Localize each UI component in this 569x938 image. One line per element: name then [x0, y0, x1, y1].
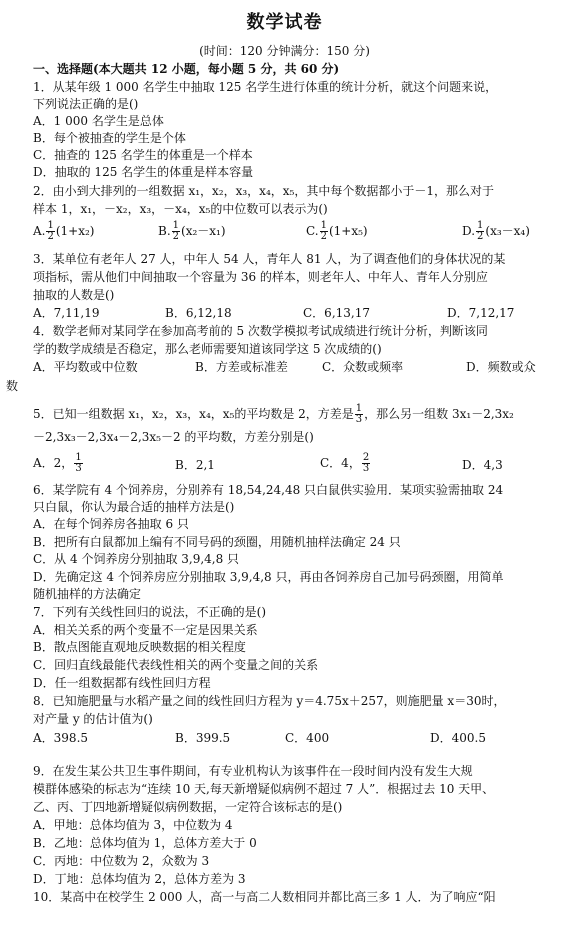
fraction-denominator: 3 — [362, 463, 370, 474]
question-10-line-1: 10．某高中在校学生 2 000 人，高一与高二人数相同并都比高三多 1 人．为了响应“阳 — [33, 890, 496, 904]
fraction-denominator: 3 — [75, 463, 82, 474]
option-expr: (x₃－x₄) — [485, 224, 530, 238]
question-2-option-b — [158, 221, 226, 242]
page-title: 数学试卷 — [246, 12, 323, 33]
question-4-option-c: C．众数或频率 — [322, 360, 404, 374]
question-4-option-b: B．方差或标准差 — [195, 360, 288, 374]
question-5-option-b: B．2,1 — [175, 458, 215, 472]
question-1-option-a: A．1 000 名学生是总体 — [33, 114, 164, 128]
question-5-text-pre: 5．已知一组数据 x₁，x₂，x₃，x₄，x₅的平均数是 2，方差是 — [33, 407, 354, 421]
question-7-option-b: B．散点图能直观地反映数据的相关程度 — [33, 640, 246, 654]
question-6-option-c: C．从 4 个饲养房分别抽取 3,9,4,8 只 — [33, 552, 240, 566]
question-1-option-d: D．抽取的 125 名学生的体重是样本容量 — [33, 165, 254, 179]
question-4-option-a: A．平均数或中位数 — [33, 360, 138, 374]
question-4-line-2: 学的数学成绩是否稳定，那么老师需要知道该同学这 5 次成绩的() — [33, 342, 382, 356]
fraction-half — [476, 221, 484, 242]
fraction-option-c — [362, 453, 370, 474]
question-2-line-1: 2．由小到大排列的一组数据 x₁，x₂，x₃，x₄，x₅，其中每个数据都小于－1，那么对于 — [33, 184, 494, 198]
fraction-denominator: 2 — [320, 231, 327, 242]
question-9-option-b: B．乙地：总体均值为 1，总体方差大于 0 — [33, 836, 257, 850]
question-8-option-d: D．400.5 — [430, 731, 486, 745]
fraction-numerator: 2 — [362, 452, 370, 463]
question-9-option-d: D．丁地：总体均值为 2，总体方差为 3 — [33, 872, 246, 886]
question-5-line-1 — [33, 404, 514, 425]
question-4-option-d-wrap: 数 — [6, 379, 19, 393]
option-expr: (1+x₅) — [328, 224, 368, 238]
question-6-option-d-line-1: D．先确定这 4 个饲养房应分别抽取 3,9,4,8 只，再由各饲养房自己加号码颈圈，用简单 — [33, 570, 504, 584]
question-7-option-d: D．任一组数据都有线性回归方程 — [33, 676, 211, 690]
question-3-line-2: 项指标，需从他们中间抽取一个容量为 36 的样本，则老年人、中年人、青年人分别应 — [33, 270, 488, 284]
question-3-option-a: A．7,11,19 — [33, 306, 100, 320]
fraction-denominator: 2 — [47, 231, 54, 242]
question-9-line-3: 乙、丙、丁四地新增疑似病例数据，一定符合该标志的是() — [33, 800, 343, 814]
question-8-option-b: B．399.5 — [175, 731, 231, 745]
question-8-line-2: 对产量 y 的估计值为() — [33, 712, 153, 726]
question-1-line-1: 1．从某年级 1 000 名学生中抽取 125 名学生进行体重的统计分析，就这个问题来说， — [33, 80, 498, 94]
question-8-line-1: 8．已知施肥量与水稻产量之间的线性回归方程为 y＝4.75x＋257，则施肥量 x＝30时， — [33, 694, 506, 708]
option-label: C．4， — [320, 456, 361, 470]
question-5-line-2: －2,3x₃－2,3x₄－2,3x₅－2 的平均数，方差分别是() — [33, 430, 314, 444]
question-9-line-1: 9．在发生某公共卫生事件期间，有专业机构认为该事件在一段时间内没有发生大规 — [33, 764, 473, 778]
question-8-option-c: C．400 — [285, 731, 330, 745]
section-heading: 一、选择题(本大题共 12 小题，每小题 5 分，共 60 分) — [33, 62, 340, 76]
option-expr: (1+x₂) — [55, 224, 95, 238]
question-3-option-b: B．6,12,18 — [165, 306, 232, 320]
option-expr: (x₂－x₁) — [181, 224, 226, 238]
question-7-line-1: 7．下列有关线性回归的说法，不正确的是() — [33, 605, 266, 619]
question-5-option-a — [33, 453, 84, 474]
question-2-option-c — [306, 221, 368, 242]
question-1-option-c: C．抽查的 125 名学生的体重是一个样本 — [33, 148, 253, 162]
question-4-option-d: D．频数或众 — [466, 360, 536, 374]
option-label: A. — [33, 224, 46, 238]
fraction-numerator: 1 — [172, 220, 180, 231]
question-5-option-d: D．4,3 — [462, 458, 503, 472]
fraction-denominator: 2 — [172, 231, 180, 242]
question-6-option-a: A．在每个饲养房各抽取 6 只 — [33, 517, 189, 531]
fraction-numerator: 1 — [477, 220, 484, 231]
fraction-half — [172, 221, 180, 242]
question-5-text-post: ，那么另一组数 3x₁－2,3x₂ — [364, 407, 514, 421]
fraction-option-a — [74, 453, 82, 474]
question-6-line-1: 6．某学院有 4 个饲养房，分别养有 18,54,24,48 只白鼠供实验用．某项实验需抽取 24 — [33, 483, 504, 497]
question-2-option-a — [33, 221, 95, 242]
fraction-half — [46, 221, 54, 242]
question-3-option-d: D．7,12,17 — [447, 306, 515, 320]
question-1-option-b: B．每个被抽查的学生是个体 — [33, 131, 186, 145]
exam-time-info: (时间：120 分钟满分：150 分) — [199, 44, 370, 58]
question-9-line-2: 模群体感染的标志为“连续 10 天,每天新增疑似病例不超过 7 人”．根据过去 10 天甲、 — [33, 782, 495, 796]
option-label: C. — [306, 224, 319, 238]
question-8-option-a: A．398.5 — [33, 731, 89, 745]
question-9-option-c: C．丙地：中位数为 2，众数为 3 — [33, 854, 210, 868]
question-1-line-2: 下列说法正确的是() — [33, 97, 139, 111]
option-label: A．2， — [33, 456, 74, 470]
question-7-option-a: A．相关关系的两个变量不一定是因果关系 — [33, 623, 258, 637]
question-2-option-d — [462, 221, 530, 242]
question-5-option-c — [320, 453, 371, 474]
question-9-option-a: A．甲地：总体均值为 3，中位数为 4 — [33, 818, 233, 832]
option-label: B. — [158, 224, 171, 238]
fraction-numerator: 1 — [47, 220, 54, 231]
question-3-line-1: 3．某单位有老年人 27 人，中年人 54 人，青年人 81 人，为了调查他们的身体状况的某 — [33, 252, 506, 266]
question-6-option-d-line-2: 随机抽样的方法确定 — [33, 587, 142, 601]
fraction-half — [320, 221, 328, 242]
fraction-denominator: 2 — [477, 231, 484, 242]
question-6-option-b: B．把所有白鼠都加上编有不同号码的颈圈，用随机抽样法确定 24 只 — [33, 535, 401, 549]
fraction-variance — [355, 404, 363, 425]
question-7-option-c: C．回归直线最能代表线性相关的两个变量之间的关系 — [33, 658, 319, 672]
fraction-numerator: 1 — [355, 403, 363, 414]
question-3-option-c: C．6,13,17 — [303, 306, 370, 320]
option-label: D. — [462, 224, 476, 238]
question-4-line-1: 4．数学老师对某同学在参加高考前的 5 次数学模拟考试成绩进行统计分析，判断该同 — [33, 324, 488, 338]
fraction-denominator: 3 — [355, 414, 363, 425]
question-6-line-2: 只白鼠，你认为最合适的抽样方法是() — [33, 500, 235, 514]
question-2-line-2: 样本 1，x₁，－x₂，x₃，－x₄，x₅的中位数可以表示为() — [33, 202, 328, 216]
fraction-numerator: 1 — [320, 220, 327, 231]
question-3-line-3: 抽取的人数是() — [33, 288, 115, 302]
fraction-numerator: 1 — [75, 452, 82, 463]
